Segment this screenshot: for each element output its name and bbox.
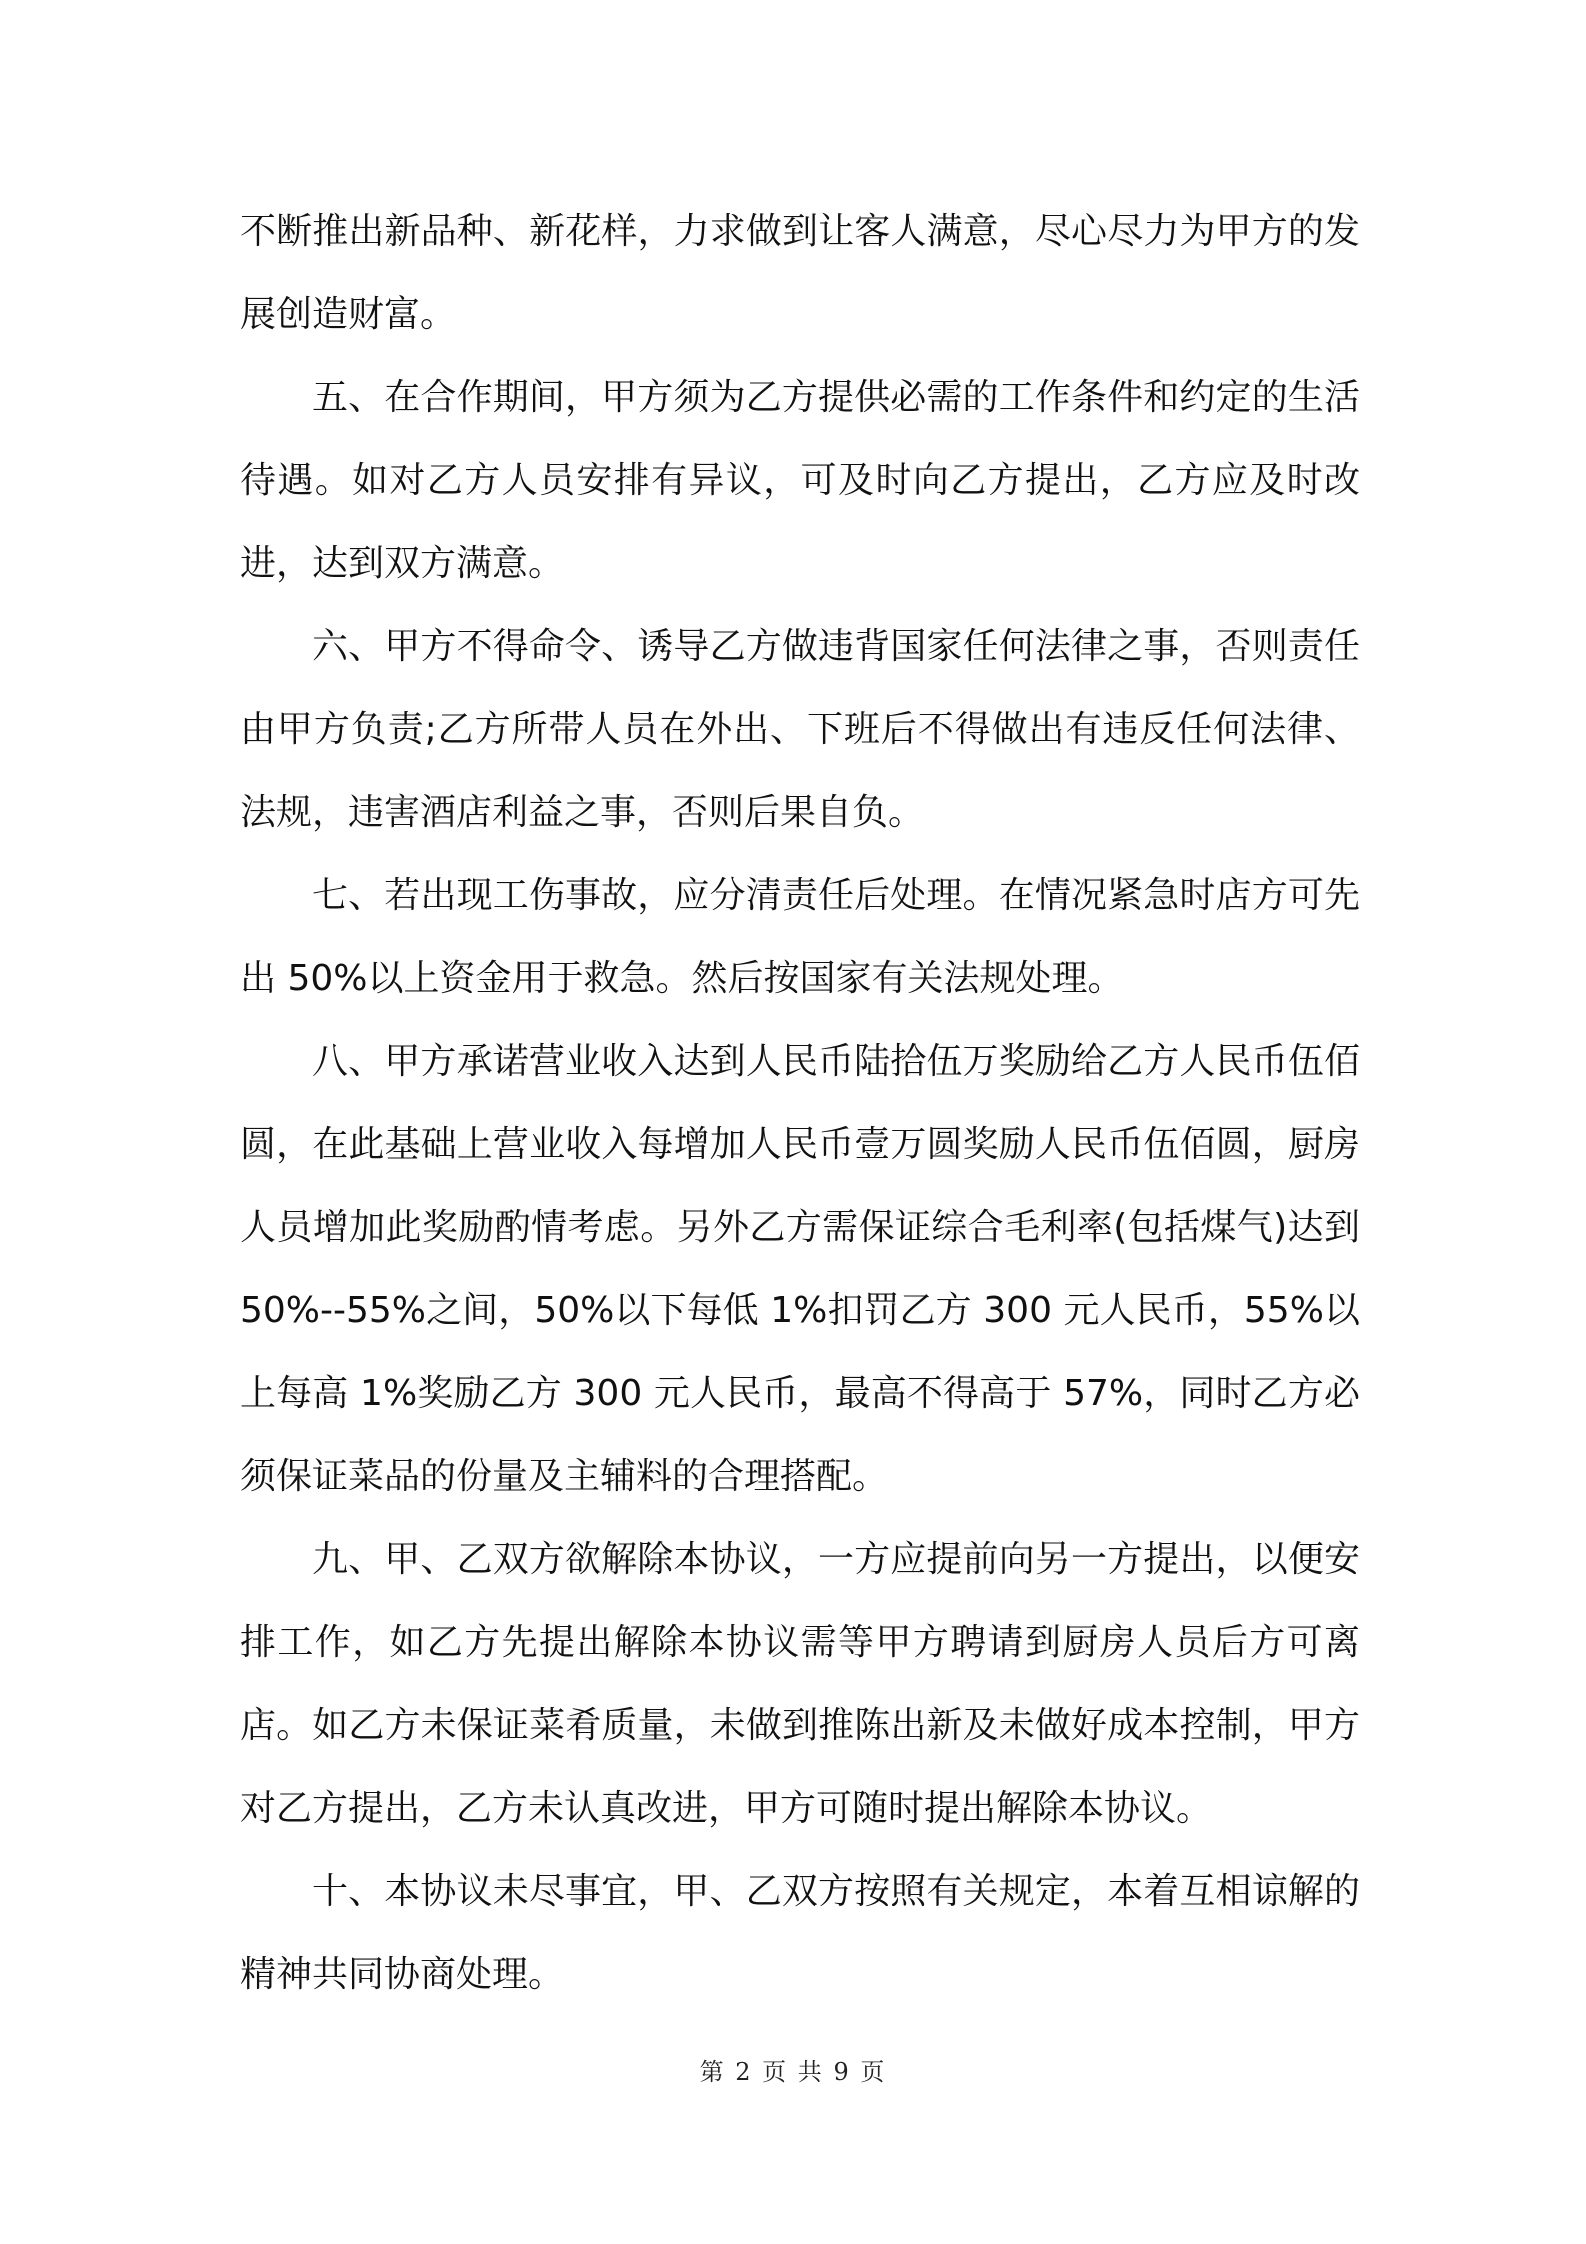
document-body [240, 190, 1360, 2016]
paragraph-clause-5: 五、在合作期间，甲方须为乙方提供必需的工作条件和约定的生活待遇。如对乙方人员安排有异议，可及时向乙方提出，乙方应及时改进，达到双方满意。 [240, 377, 1360, 584]
paragraph-clause-6: 六、甲方不得命令、诱导乙方做违背国家任何法律之事，否则责任由甲方负责;乙方所带人员在外出、下班后不得做出有违反任何法律、法规，违害酒店利益之事，否则后果自负。 [240, 626, 1360, 833]
paragraph-continuation: 不断推出新品种、新花样，力求做到让客人满意，尽心尽力为甲方的发展创造财富。 [240, 211, 1360, 335]
paragraph-clause-9: 九、甲、乙双方欲解除本协议，一方应提前向另一方提出，以便安排工作，如乙方先提出解除本协议需等甲方聘请到厨房人员后方可离店。如乙方未保证菜肴质量，未做到推陈出新及未做好成本控制，甲方对乙方提出，乙方未认真改进，甲方可随时提出解除本协议。 [240, 1539, 1360, 1829]
paragraph-clause-8: 八、甲方承诺营业收入达到人民币陆拾伍万奖励给乙方人民币伍佰圆，在此基础上营业收入每增加人民币壹万圆奖励人民币伍佰圆，厨房人员增加此奖励酌情考虑。另外乙方需保证综合毛利率(包括煤气)达到 50%--55%之间，50%以下每低 1%扣罚乙方 300 元人民币，55%以上每高 1%奖励乙方 300 元人民币，最高不得高于 57%，同时乙方必须保证菜品的份量及主辅料的合理搭配。 [240, 1041, 1360, 1497]
paragraph-clause-10: 十、本协议未尽事宜，甲、乙双方按照有关规定，本着互相谅解的精神共同协商处理。 [240, 1871, 1360, 1995]
paragraph-clause-7: 七、若出现工伤事故，应分清责任后处理。在情况紧急时店方可先出 50%以上资金用于救急。然后按国家有关法规处理。 [240, 875, 1360, 999]
page-number-footer: 第 2 页 共 9 页 [699, 2058, 887, 2086]
